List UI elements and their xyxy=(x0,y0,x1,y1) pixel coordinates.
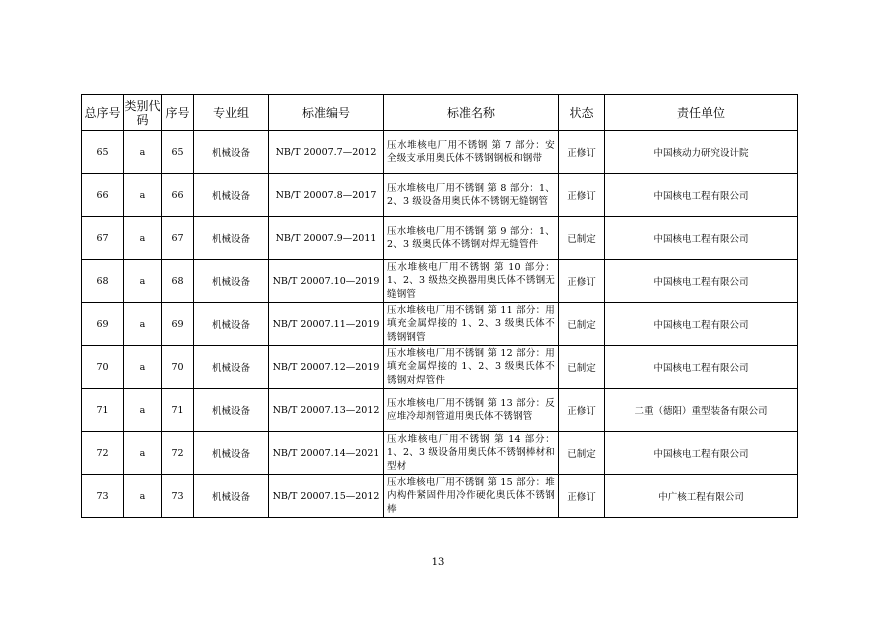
cell-standard-no: NB/T 20007.9—2011 xyxy=(269,217,384,260)
cell-standard-no: NB/T 20007.12—2019 xyxy=(269,346,384,389)
header-total-no: 总序号 xyxy=(82,95,124,131)
header-category-code: 类别代码 xyxy=(124,95,162,131)
table-row xyxy=(82,131,798,174)
cell-serial-no: 73 xyxy=(162,475,194,518)
cell-total-no: 71 xyxy=(82,389,124,432)
cell-group: 机械设备 xyxy=(194,432,269,475)
cell-category-code: a xyxy=(124,217,162,260)
cell-standard-no: NB/T 20007.10—2019 xyxy=(269,260,384,303)
cell-responsible-unit: 中国核电工程有限公司 xyxy=(605,174,798,217)
cell-group: 机械设备 xyxy=(194,131,269,174)
cell-category-code: a xyxy=(124,131,162,174)
standards-table xyxy=(81,94,798,518)
cell-standard-no: NB/T 20007.14—2021 xyxy=(269,432,384,475)
cell-group: 机械设备 xyxy=(194,260,269,303)
cell-group: 机械设备 xyxy=(194,389,269,432)
cell-status: 已制定 xyxy=(559,346,605,389)
cell-serial-no: 65 xyxy=(162,131,194,174)
header-responsible-unit: 责任单位 xyxy=(605,95,798,131)
cell-serial-no: 71 xyxy=(162,389,194,432)
cell-serial-no: 69 xyxy=(162,303,194,346)
cell-category-code: a xyxy=(124,174,162,217)
cell-responsible-unit: 中国核电工程有限公司 xyxy=(605,217,798,260)
table-row xyxy=(82,432,798,475)
cell-total-no: 69 xyxy=(82,303,124,346)
cell-total-no: 68 xyxy=(82,260,124,303)
cell-responsible-unit: 二重（德阳）重型装备有限公司 xyxy=(605,389,798,432)
table-row xyxy=(82,174,798,217)
cell-standard-name: 压水堆核电厂用不锈钢 第 10 部分：1、2、3 级热交换器用奥氏体不锈钢无缝钢管 xyxy=(384,260,559,303)
cell-status: 已制定 xyxy=(559,217,605,260)
cell-standard-name: 压水堆核电厂用不锈钢 第 13 部分：反应堆冷却剂管道用奥氏体不锈钢管 xyxy=(384,389,559,432)
cell-standard-no: NB/T 20007.13—2012 xyxy=(269,389,384,432)
table-row xyxy=(82,303,798,346)
cell-total-no: 70 xyxy=(82,346,124,389)
cell-category-code: a xyxy=(124,389,162,432)
cell-standard-name: 压水堆核电厂用不锈钢 第 15 部分：堆内构件紧固件用冷作硬化奥氏体不锈钢棒 xyxy=(384,475,559,518)
cell-category-code: a xyxy=(124,260,162,303)
cell-group: 机械设备 xyxy=(194,217,269,260)
cell-total-no: 66 xyxy=(82,174,124,217)
table-row xyxy=(82,346,798,389)
header-serial-no: 序号 xyxy=(162,95,194,131)
cell-standard-name: 压水堆核电厂用不锈钢 第 12 部分：用填充金属焊接的 1、2、3 级奥氏体不锈钢对焊管件 xyxy=(384,346,559,389)
table-row xyxy=(82,475,798,518)
cell-status: 已制定 xyxy=(559,432,605,475)
cell-responsible-unit: 中广核工程有限公司 xyxy=(605,475,798,518)
cell-standard-name: 压水堆核电厂用不锈钢 第 14 部分：1、2、3 级设备用奥氏体不锈钢棒材和型材 xyxy=(384,432,559,475)
table-row xyxy=(82,389,798,432)
cell-status: 正修订 xyxy=(559,131,605,174)
cell-status: 正修订 xyxy=(559,260,605,303)
header-standard-name: 标准名称 xyxy=(384,95,559,131)
cell-responsible-unit: 中国核电工程有限公司 xyxy=(605,303,798,346)
table-row xyxy=(82,217,798,260)
cell-status: 正修订 xyxy=(559,475,605,518)
cell-responsible-unit: 中国核电工程有限公司 xyxy=(605,346,798,389)
cell-standard-no: NB/T 20007.7—2012 xyxy=(269,131,384,174)
cell-serial-no: 66 xyxy=(162,174,194,217)
cell-category-code: a xyxy=(124,432,162,475)
header-standard-no: 标准编号 xyxy=(269,95,384,131)
cell-total-no: 72 xyxy=(82,432,124,475)
cell-total-no: 67 xyxy=(82,217,124,260)
cell-responsible-unit: 中国核电工程有限公司 xyxy=(605,432,798,475)
cell-standard-no: NB/T 20007.8—2017 xyxy=(269,174,384,217)
cell-standard-no: NB/T 20007.11—2019 xyxy=(269,303,384,346)
cell-category-code: a xyxy=(124,475,162,518)
cell-responsible-unit: 中国核动力研究设计院 xyxy=(605,131,798,174)
cell-responsible-unit: 中国核电工程有限公司 xyxy=(605,260,798,303)
cell-standard-name: 压水堆核电厂用不锈钢 第 9 部分：1、2、3 级奥氏体不锈钢对焊无缝管件 xyxy=(384,217,559,260)
header-group: 专业组 xyxy=(194,95,269,131)
cell-standard-name: 压水堆核电厂用不锈钢 第 8 部分：1、2、3 级设备用奥氏体不锈钢无缝钢管 xyxy=(384,174,559,217)
cell-standard-no: NB/T 20007.15—2012 xyxy=(269,475,384,518)
cell-status: 正修订 xyxy=(559,389,605,432)
cell-total-no: 73 xyxy=(82,475,124,518)
table-row xyxy=(82,260,798,303)
cell-standard-name: 压水堆核电厂用不锈钢 第 7 部分：安全级支承用奥氏体不锈钢钢板和钢带 xyxy=(384,131,559,174)
cell-status: 已制定 xyxy=(559,303,605,346)
cell-group: 机械设备 xyxy=(194,475,269,518)
cell-standard-name: 压水堆核电厂用不锈钢 第 11 部分：用填充金属焊接的 1、2、3 级奥氏体不锈钢钢管 xyxy=(384,303,559,346)
cell-status: 正修订 xyxy=(559,174,605,217)
cell-serial-no: 67 xyxy=(162,217,194,260)
header-status: 状态 xyxy=(559,95,605,131)
cell-serial-no: 68 xyxy=(162,260,194,303)
cell-category-code: a xyxy=(124,303,162,346)
cell-group: 机械设备 xyxy=(194,303,269,346)
cell-group: 机械设备 xyxy=(194,174,269,217)
cell-serial-no: 70 xyxy=(162,346,194,389)
table-header-row xyxy=(82,95,798,131)
cell-total-no: 65 xyxy=(82,131,124,174)
cell-group: 机械设备 xyxy=(194,346,269,389)
page-number: 13 xyxy=(431,557,445,568)
cell-category-code: a xyxy=(124,346,162,389)
cell-serial-no: 72 xyxy=(162,432,194,475)
